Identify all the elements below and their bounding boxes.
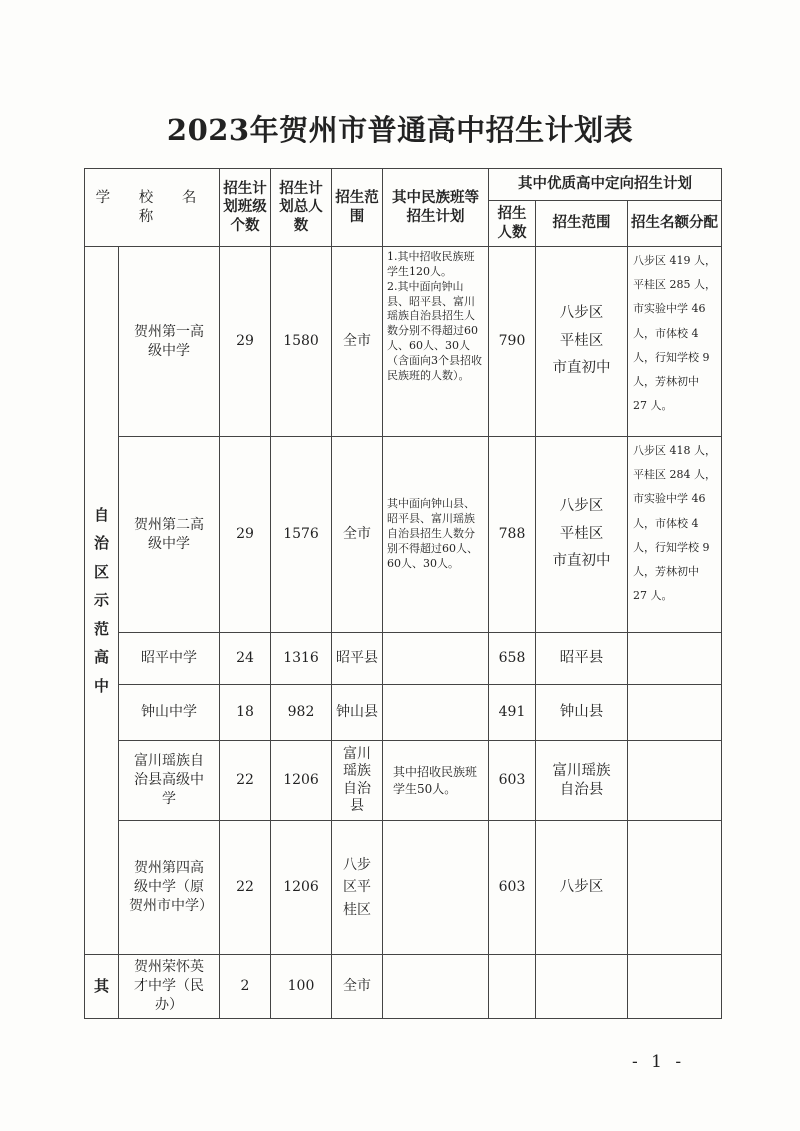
- quality-scope: 八步区: [536, 821, 628, 955]
- class-count: 22: [220, 821, 271, 955]
- page-title: 2023年贺州市普通高中招生计划表: [166, 113, 634, 147]
- group-demo-label: [85, 247, 119, 955]
- header-ethnic-plan: 其中民族班等招生计划: [383, 169, 489, 247]
- scope: 昭平县: [332, 633, 383, 685]
- class-count: 29: [220, 247, 271, 437]
- quota-allocation: [628, 955, 722, 1019]
- group-demo-char: 中: [93, 676, 109, 695]
- school-name: 昭平中学: [119, 633, 220, 685]
- ethnic-note: [383, 633, 489, 685]
- total-count: 1316: [271, 633, 332, 685]
- scope: 全市: [332, 955, 383, 1019]
- school-name: 贺州第一高级中学: [119, 247, 220, 437]
- header-quality-count: 招生人数: [489, 201, 536, 247]
- header-school-name: 学 校 名 称: [85, 169, 220, 247]
- quota-allocation: [628, 821, 722, 955]
- scope: 全市: [332, 437, 383, 633]
- quality-scope: 富川瑶族自治县: [536, 741, 628, 821]
- quota-allocation: [628, 633, 722, 685]
- group-demo-char: 高: [93, 648, 109, 667]
- quota-allocation: 八步区 419 人，平桂区 285 人，市实验中学 46 人，市体校 4 人，行知学校 9 人，芳林初中 27 人。: [628, 247, 722, 437]
- header-quota: 招生名额分配: [628, 201, 722, 247]
- header-total-count: 招生计划总人数: [271, 169, 332, 247]
- quality-scope: 八步区 平桂区 市直初中: [536, 247, 628, 437]
- ethnic-note: [383, 685, 489, 741]
- quality-count: 603: [489, 741, 536, 821]
- ethnic-note: 其中面向钟山县、昭平县、富川瑶族自治县招生人数分别不得超过60人、60人、30人。: [383, 437, 489, 633]
- header-scope: 招生范围: [332, 169, 383, 247]
- class-count: 24: [220, 633, 271, 685]
- table-row: [85, 437, 722, 633]
- quality-scope: 昭平县: [536, 633, 628, 685]
- table-row: [85, 633, 722, 685]
- group-demo-char: 区: [93, 562, 109, 581]
- scope: 八步区平桂区: [332, 821, 383, 955]
- table-row: [85, 247, 722, 437]
- ethnic-note: 1.其中招收民族班学生120人。 2.其中面向钟山县、昭平县、富川瑶族自治县招生人数分别不得超过60人、60人、30人（含面向3个县招收民族班的人数）。: [383, 247, 489, 437]
- school-name: 富川瑶族自治县高级中学: [119, 741, 220, 821]
- total-count: 1580: [271, 247, 332, 437]
- ethnic-note: [383, 955, 489, 1019]
- quality-scope: 八步区 平桂区 市直初中: [536, 437, 628, 633]
- quota-allocation: [628, 741, 722, 821]
- header-quality-scope: 招生范围: [536, 201, 628, 247]
- quota-allocation: 八步区 418 人，平桂区 284 人，市实验中学 46 人，市体校 4 人，行知学校 9 人，芳林初中 27 人。: [628, 437, 722, 633]
- group-other-label: 其: [85, 955, 119, 1019]
- school-name: 钟山中学: [119, 685, 220, 741]
- group-demo-char: 范: [93, 619, 109, 638]
- quality-count: 603: [489, 821, 536, 955]
- class-count: 22: [220, 741, 271, 821]
- class-count: 2: [220, 955, 271, 1019]
- quality-count: 788: [489, 437, 536, 633]
- scope: 全市: [332, 247, 383, 437]
- quality-count: 658: [489, 633, 536, 685]
- group-demo-char: 治: [93, 534, 109, 553]
- quality-scope: 钟山县: [536, 685, 628, 741]
- quality-count: 491: [489, 685, 536, 741]
- header-quality-group: 其中优质高中定向招生计划: [489, 169, 722, 201]
- header-class-count: 招生计划班级个数: [220, 169, 271, 247]
- school-name: 贺州第二高级中学: [119, 437, 220, 633]
- class-count: 29: [220, 437, 271, 633]
- scope: 富川瑶族自治县: [332, 741, 383, 821]
- table-row: [85, 821, 722, 955]
- table-row: [85, 955, 722, 1019]
- class-count: 18: [220, 685, 271, 741]
- school-name: 贺州荣怀英才中学（民办）: [119, 955, 220, 1019]
- page-number: - 1 -: [632, 1052, 686, 1072]
- total-count: 1576: [271, 437, 332, 633]
- quality-scope: [536, 955, 628, 1019]
- group-demo-text: [87, 501, 116, 701]
- ethnic-note: [383, 821, 489, 955]
- school-name: 贺州第四高级中学（原贺州市中学）: [119, 821, 220, 955]
- total-count: 100: [271, 955, 332, 1019]
- group-demo-char: 自: [93, 505, 109, 524]
- quality-count: [489, 955, 536, 1019]
- total-count: 1206: [271, 821, 332, 955]
- quota-allocation: [628, 685, 722, 741]
- table-row: [85, 741, 722, 821]
- group-demo-char: 示: [93, 591, 109, 610]
- scope: 钟山县: [332, 685, 383, 741]
- table-row: [85, 685, 722, 741]
- quality-count: 790: [489, 247, 536, 437]
- total-count: 982: [271, 685, 332, 741]
- total-count: 1206: [271, 741, 332, 821]
- enrollment-plan-table: [84, 168, 722, 1019]
- ethnic-note: 其中招收民族班学生50人。: [383, 741, 489, 821]
